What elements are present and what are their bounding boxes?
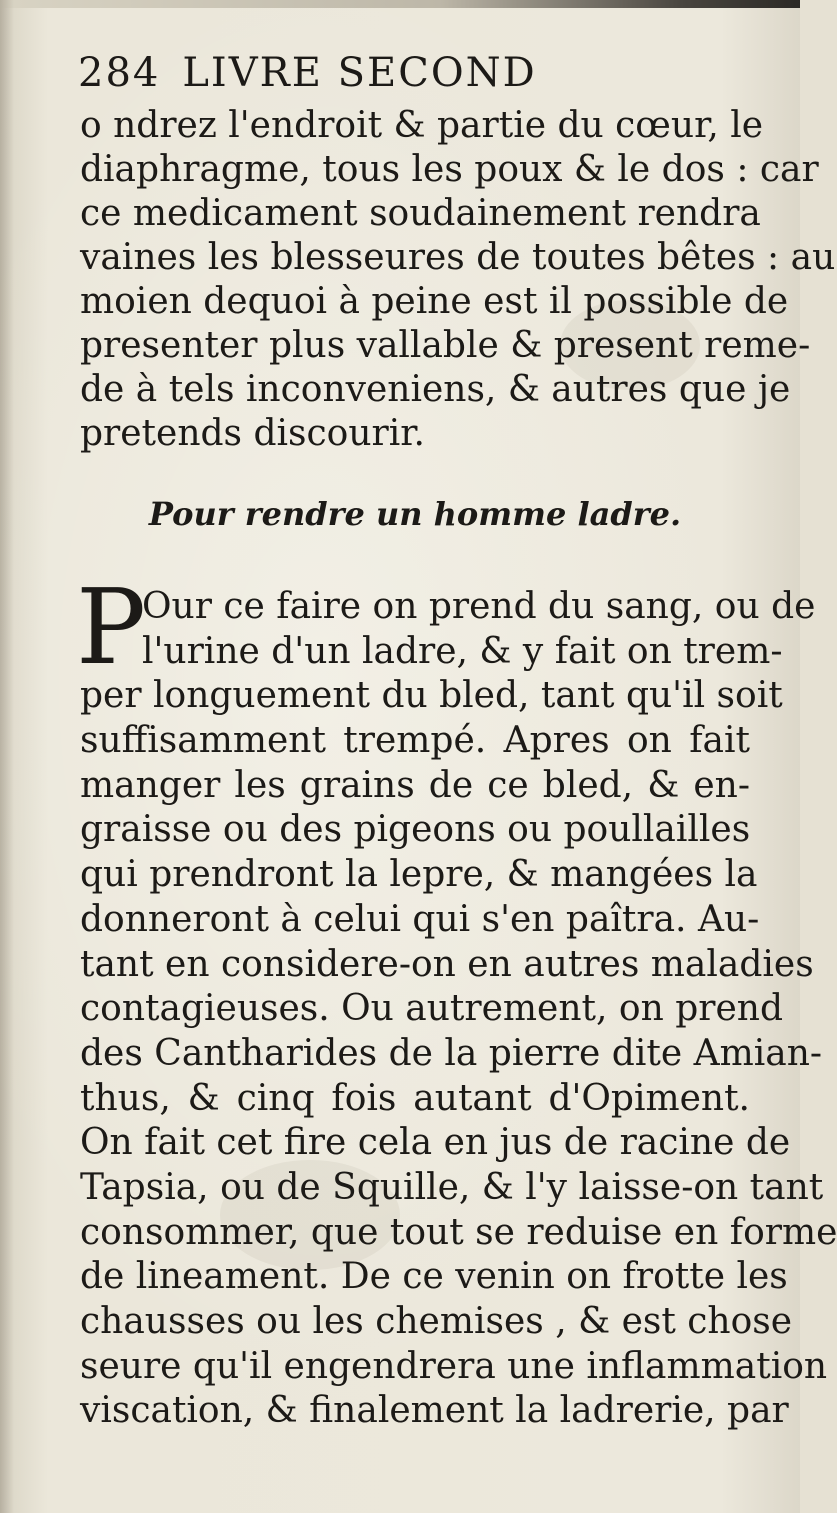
- text-line: suffisamment trempé. Apres on fait: [80, 720, 750, 762]
- text-line: de lineament. De ce venin on frotte les: [80, 1256, 788, 1298]
- text-line: qui prendront la lepre, & mangées la: [80, 854, 758, 896]
- running-header: [78, 50, 758, 96]
- text-line: manger les grains de ce bled, & en-: [80, 764, 750, 806]
- text-line: ce medicament soudainement rendra: [80, 193, 761, 234]
- text-line: donneront à celui qui s'en paîtra. Au-: [80, 898, 760, 940]
- text-line: seure qu'il engendrera une inflammation: [80, 1345, 828, 1387]
- text-line: consommer, que tout se reduise en forme: [80, 1211, 837, 1253]
- text-line: per longuement du bled, tant qu'il soit: [80, 675, 783, 717]
- text-line: graisse ou des pigeons ou poullailles: [80, 809, 751, 851]
- text-line: moien dequoi à peine est il possible de: [80, 281, 789, 322]
- paragraph-2: [80, 585, 837, 1434]
- text-line: des Cantharides de la pierre dite Amian-: [80, 1032, 823, 1074]
- text-line: On fait cet fire cela en jus de racine de: [80, 1122, 791, 1164]
- text-line: thus, & cinq fois autant d'Opiment.: [80, 1077, 750, 1119]
- page-top-edge: [0, 0, 800, 8]
- drop-cap: P: [76, 566, 146, 688]
- text-line: Our ce faire on prend du sang, ou de: [142, 586, 816, 627]
- text-line: chausses ou les chemises , & est chose: [80, 1301, 793, 1342]
- text-line: de à tels inconveniens, & autres que je: [80, 369, 791, 410]
- text-line: pretends discourir.: [80, 413, 425, 454]
- spine-shadow: [0, 0, 14, 1513]
- text-line: presenter plus vallable & present reme-: [80, 325, 811, 366]
- text-line: viscation, & finalement la ladrerie, par: [80, 1390, 789, 1432]
- paragraph-1: [80, 104, 836, 456]
- text-line: contagieuses. Ou autrement, on prend: [80, 988, 783, 1030]
- text-line: diaphragme, tous les poux & le dos : car: [80, 149, 819, 190]
- text-line: Tapsia, ou de Squille, & l'y laisse-on tant: [80, 1166, 824, 1208]
- text-line: o ndrez l'endroit & partie du cœur, le: [80, 105, 764, 146]
- page-number: 284: [78, 50, 161, 96]
- text-line: tant en considere-on en autres maladies: [80, 943, 814, 985]
- text-line: l'urine d'un ladre, & y fait on trem-: [142, 630, 783, 672]
- section-heading: Pour rendre un homme ladre.: [148, 495, 682, 533]
- running-title: LIVRE SECOND: [182, 50, 537, 96]
- text-line: vaines les blesseures de toutes bêtes : au: [80, 237, 836, 278]
